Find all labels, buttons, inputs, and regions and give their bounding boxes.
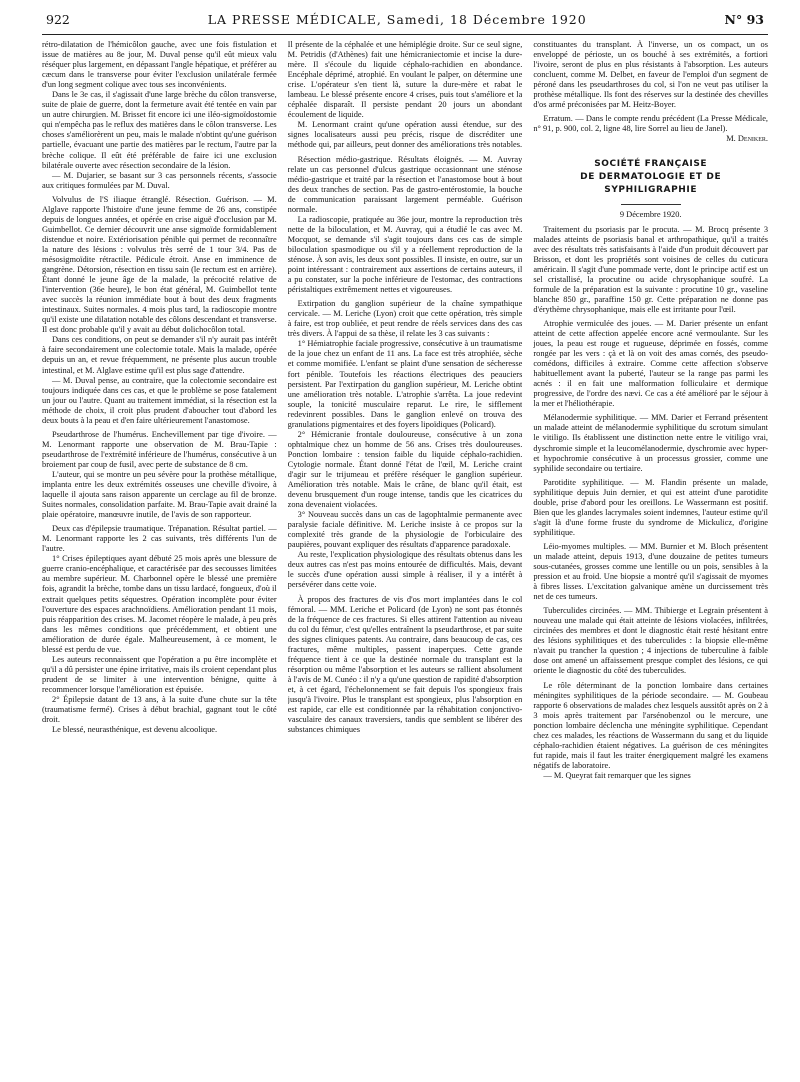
article-paragraph: Parotidite syphilitique. — M. Flandin présente un malade, syphilitique depuis Juin dernier, et qui est atteint d'une parotidite double, prise d'abord pour les oreillons. Le Wassermann est positif. Bien que les glandes lacrymales soient indemnes, l'auteur estime qu'il s'agit là d'une forme fruste du syndrome de Mickulicz, d'origine syphilitique.: [533, 477, 768, 537]
section-divider: [621, 204, 681, 205]
paragraph: constituantes du transplant. À l'inverse, un os compact, un os enveloppé de périoste, un os bouché à ses extrémités, a fortiori l'ivoire, seront de plus en plus résistants à l'absorption. Les auteurs concluent, comme M. Delbet, en faveur de l'emploi d'un segment de péroné dans les pseudarthroses du col, si l'on ne veut pas utiliser la prothèse métallique. Ils font des réserves sur la destinée des chevilles d'os armé préconisées par M. Heitz-Boyer.: [533, 40, 768, 110]
text-columns: [42, 40, 768, 1076]
article-paragraph: Le rôle déterminant de la ponction lombaire dans certaines méningites syphilitiques de la période secondaire. — M. Goubeau rapporte 6 observations de malades chez lesquels aussitôt après on 2 à 3 mois après traitement par l'arsénobenzol ou le mercure, une ponction lombaire déclencha une méningite syphilitique. Cependant chez ces malades, les réactions de Wassermann du sang et du liquide céphalo-rachidien étaient négatives. La guérison de ces méningites fut rapide, mais il faut les traiter énergiquement malgré les examens négatifs de laboratoire.: [533, 680, 768, 770]
article-paragraph: À propos des fractures de vis d'os mort implantées dans le col fémoral. — MM. Leriche et Policard (de Lyon) ne sont pas étonnés de la fréquence de ces fractures. Si elles attirent l'attention au niveau du col du fémur, c'est qu'elles entraînent la pseudarthrose, et par suite des signes cliniques patents. Au contraire, dans beaucoup de cas, ces fractures, même multiples, passent inaperçues. Cette grande fréquence tient à ce que la destinée normale du transplant est la résorption ou même l'absorption et les auteurs se rallient absolument à l'avis de M. Cunéo : il n'y a qu'une question de rapidité d'absorption et, à cet égard, l'échelonnement se fait depuis l'os spongieux frais jusqu'à l'ivoire. Plus le transplant est spongieux, plus l'absorption en est rapide, car elle est conditionnée par la réhabitation conjonctivo-vasculaire des canaux traversiers, tandis que semblent se libérer des substances chimiques: [287, 594, 523, 735]
paragraph: rétro-dilatation de l'hémicôlon gauche, avec une fois fistulation et issue de matières au 8e jour, M. Duval pense qu'il eût mieux valu réséquer plus largement, en dépassant l'angle hépatique, et préférer au cæcum dans le transverse pour éviter l'exclusion unilatérale fermée d'un long segment colique avec tous ses inconvénients.: [42, 40, 277, 90]
column-3: [533, 40, 768, 1076]
paragraph: — M. Dujarier, se basant sur 3 cas personnels récents, s'associe aux critiques formulées par M. Duval.: [42, 170, 277, 190]
paragraph: — M. Duval pense, au contraire, que la colectomie secondaire est toujours indiquée dans ces cas, et que le problème se pose fatalement un jour ou l'autre. Quant au traitement immédiat, si la résection est la méthode de choix, il croit plus prudent d'aboucher tout d'abord les deux bouts à la peau et d'en faire ultérieurement l'anastomose.: [42, 375, 277, 425]
paragraph: 1° Crises épileptiques ayant débuté 25 mois après une blessure de guerre cranio-encéphalique, et caractérisée par des secousses limitées au membre supérieur. M. Charbonnel opère le blessé une première fois, agrandit la brèche, tombe dans un tissu lardacé, fongueux, d'où il extrait quelques petits séquestres. Opération incomplète pour éviter l'ouverture des espaces arachnoïdiens. Amélioration pendant 11 mois, puis réapparition des crises. M. Jacomet réopère le malade, à peu près dans les mêmes conditions que précédemment, et obtient une amélioration de durée égale. Malheureusement, à ce moment, le blessé est perdu de vue.: [42, 554, 277, 654]
paragraph: L'auteur, qui se montre un peu sévère pour la prothèse métallique, implanta entre les deux extrémités osseuses une cheville d'ivoire, à laquelle il ajouta sans raison apparente un cerclage au fil de bronze. Suites normales, consolidation parfaite. M. Brau-Tapie avait drainé la plaie opératoire, manœuvre inutile, de l'avis de son rapporteur.: [42, 469, 277, 520]
author-signature: M. Deniker.: [726, 134, 768, 144]
article-paragraph: Deux cas d'épilepsie traumatique. Trépanation. Résultat partiel. — M. Lenormant rapporte les 2 cas suivants, très différents l'un de l'autre.: [42, 524, 277, 554]
page-number: 922: [46, 12, 70, 27]
issue-number: N° 93: [724, 12, 764, 27]
paragraph: Au reste, l'explication physiologique des résultats obtenus dans les deux autres cas n'est pas moins entourée de difficultés. Mais, devant le succès d'une opération aussi simple à réaliser, il y a intérêt à persévérer dans cette voie.: [287, 550, 523, 590]
paragraph: La radioscopie, pratiquée au 36e jour, montre la reproduction très nette de la biloculation, et M. Auvray, qui a étudié le cas avec M. Mocquot, se demande s'il s'agit toujours dans ces cas de simple biloculation spasmodique ou s'il y a réellement reproduction de la sténose. À son avis, les deux sont possibles. Il insiste, en outre, sur un point intéressant : contrairement aux assertions de certains auteurs, il a pu constater, sur la poche inférieure de l'estomac, des contractions péristaltiques extrêmement nettes et vigoureuses.: [287, 214, 523, 295]
section-title-line-2: DE DERMATOLOGIE ET DE SYPHILIGRAPHIE: [580, 172, 722, 196]
article-paragraph: Mélanodermie syphilitique. — MM. Darier et Ferrand présentent un malade atteint de mélanodermie syphilitique du scrotum simulant le vitiligo. Ils établissent une distinction nette entre le vitiligo vrai, dyschromie simple et la leucomélanodermie, dyschromie avec hyper- et hypochromie consécutive à un processus grossier, comme une syphilide secondaire ou tertiaire.: [533, 413, 768, 473]
paragraph: Dans ces conditions, on peut se demander s'il n'y aurait pas intérêt à faire secondairement une colectomie totale. Mais la malade, opérée depuis un an, et revue fréquemment, ne présente plus aucun trouble intestinal, et M. Alglave estime qu'il est plus sage d'attendre.: [42, 335, 277, 375]
column-1: [42, 40, 277, 1076]
erratum-paragraph: Erratum. — Dans le compte rendu précédent (La Presse Médicale, n° 91, p. 900, col. 2, ligne 48, lire Sorrel au lieu de Janel).: [533, 114, 768, 134]
page-header: [42, 12, 768, 35]
paragraph: 3° Nouveau succès dans un cas de lagophtalmie permanente avec paralysie faciale définitive. M. Leriche insiste à ce propos sur la complexité très grande de la physiologie de l'orbiculaire des paupières, pouvant expliquer des résultats d'apparence paradoxale.: [287, 510, 523, 550]
article-paragraph: Résection médio-gastrique. Résultats éloignés. — M. Auvray relate un cas personnel d'ulcus gastrique occasionnant une sténose médio-gastrique et traité par la résection et l'anastomose bout à bout des deux tranches de section. Pas de gastro-entérostomie, la bouche de communication paraissant largement perméable. Guérison normale.: [287, 154, 523, 214]
journal-title: LA PRESSE MÉDICALE, Samedi, 18 Décembre 1920: [207, 12, 587, 27]
paragraph: 2° Hémicranie frontale douloureuse, consécutive à un zona ophtalmique chez un homme de 56 ans. Crises très douloureuses. Ponction lombaire : tension faible du liquide céphalo-rachidien. Cytologie normale. Étant donné l'état de l'œil, M. Leriche craint d'agir sur le trijumeau et préfère réséquer le ganglion supérieur. Amélioration très notable. Mais le crâne, de blanc qu'il était, est devenu brusquement d'un rouge intense, tandis que les cicatrices du zona devenaient violacées.: [287, 429, 523, 510]
section-heading: [533, 158, 768, 220]
newspaper-page: [42, 12, 768, 1076]
section-title-line-1: SOCIÉTÉ FRANÇAISE: [594, 159, 708, 170]
paragraph: Le blessé, neurasthénique, est devenu alcoolique.: [52, 725, 218, 735]
paragraph: Les auteurs reconnaissent que l'opération a pu être incomplète et qu'il a dû persister une épine irritative, mais ils croient cependant plus prudent de se limiter à une intervention bénigne, quitte à recommencer lorsque l'amélioration est épuisée.: [42, 654, 277, 694]
paragraph: 1° Hémiatrophie faciale progressive, consécutive à un traumatisme de la joue chez un enfant de 11 ans. La face est très atrophiée, sèche et comme momifiée. L'enfant se plaint d'une sensation de sécheresse fort pénible. Toutefois les réactions électriques des peauciers persistent. Par l'extirpation du ganglion supérieur, M. Leriche obtint une amélioration très notable. L'atrophie s'arrêta. La joue redevint souple, la tonicité musculaire reparut. Le rire, le sifflement redevinrent possibles. Dans le ganglion enlevé on trouva des granulations pigmentaires et des foyers lipoïdiques (Policard).: [287, 339, 523, 429]
article-paragraph: Tuberculides circinées. — MM. Thibierge et Legrain présentent à nouveau une malade qui était atteinte de lésions violacées, infiltrées, circinées des membres et dont le diagnostic était resté hésitant entre des lésions syphilitiques et des tuberculides : la biopsie elle-même n'avait pu trancher la question ; 4 injections de tuberculine à faible dose ont amené un affaissement presque complet des lésions, ce qui oriente le diagnostic du côté des tuberculides.: [533, 606, 768, 676]
article-paragraph: Pseudarthrose de l'humérus. Enchevillement par tige d'ivoire. — M. Lenormant rapporte une observation de M. Brau-Tapie : pseudarthrose de l'extrémité inférieure de l'humérus, consécutive à un broiement par coup de fusil, avec perte de substance de 8 cm.: [42, 429, 277, 469]
article-paragraph: Atrophie vermiculée des joues. — M. Darier présente un enfant atteint de cette affection appelée encore acné vermoulante. Sur les joues, la peau est rouge et rugueuse, déprimée en fossés, comme rongée par les vers : çà et là on voit des amas cornés, des pseudo-comédons, difficiles à extraire. Comme cette affection s'observe habituellement avant la puberté, l'auteur se la range pas parmi les acnés : il en fait une malformation folliculaire et dermique progressive, de l'ordre des nævi. Ce cas a été amélioré par le séjour à la mer et l'héliothérapie.: [533, 318, 768, 409]
paragraph: Il présente de la céphalée et une hémiplégie droite. Sur ce seul signe, M. Petridis (d'Athènes) fait une hémicraniectomie et incise la dure-mère. Il s'écoule du liquide céphalo-rachidien en abondance. Encéphale déprimé, atrophié. En voulant le palper, on détermine une crise. L'opérateur s'en tient là, suture la dure-mère et rabat le lambeau. Le blessé présente encore 4 crises, puis tout s'améliore et la céphalée disparaît. Il persiste pendant 20 jours un abondant écoulement de liquide.: [287, 40, 523, 120]
paragraph: Dans le 3e cas, il s'agissait d'une large brèche du côlon transverse, suite de plaie de guerre, dont la fermeture avait été tentée en vain par un autre chirurgien. M. Brisset fit encore ici une iléo-sigmoïdostomie qui n'empêcha pas le reflux des matières dans le côlon transverse. Les choses s'améliorèrent un peu, mais le malade n'obtint qu'une guérison partielle, évacuant une partie des matières par le rectum, l'autre par la brèche colique. Il eût été préférable de faire ici une exclusion bilatérale ouverte avec résection secondaire de la lésion.: [42, 90, 277, 170]
paragraph: — M. Queyrat fait remarquer que les signes: [543, 770, 691, 780]
article-paragraph: Volvulus de l'S iliaque étranglé. Résection. Guérison. — M. Alglave rapporte l'histoire d'une jeune femme de 26 ans, constipée depuis de longues années, et opérée en crise aiguë d'occlusion par M. Guimbellot. Ce dernier découvrit une anse sigmoïde formidablement distendue et noire. Extériorisation pénible qui permet de reconnaître la nature des lésions : volvulus très serré de 1 tour 3/4. Pas de mésosigmoïdite rétractile. Pédicule étroit. Anse en imminence de gangrène. Détorsion, résection en tissu sain (le rectum est en arrière). Étant donné le jeune âge de la malade, la précocité relative de l'intervention (36e heure), le bon état général, M. Guimbellot tente avec succès la réunion immédiate bout à bout des deux fragments intestinaux. Suites normales. 4 mois plus tard, la radioscopie montre qu'il existe une dilatation notable des côlons descendant et transverse. Il est donc probable qu'il y avait au début dolichocôlon total.: [42, 194, 277, 335]
paragraph: 2° Épilepsie datant de 13 ans, à la suite d'une chute sur la tête (traumatisme fermé). Crises à début brachial, gagnant tout le côté droit.: [42, 695, 277, 725]
paragraph: M. Lenormant craint qu'une opération aussi étendue, sur des signes localisateurs aussi peu précis, risque de discréditer une méthode qui, par ailleurs, peut donner des améliorations très notables.: [287, 120, 523, 150]
article-paragraph: Extirpation du ganglion supérieur de la chaîne sympathique cervicale. — M. Leriche (Lyon) croit que cette opération, très simple à faire, est trop oubliée, et peut rendre de réels services dans des cas très divers. À l'appui de sa thèse, il relate les 3 cas suivants :: [287, 299, 523, 339]
article-paragraph: Léio-myomes multiples. — MM. Burnier et M. Bloch présentent un malade atteint, depuis 1913, d'une douzaine de petites tumeurs sous-cutanées, grosses comme une lentille ou un pois, sensibles à la pression et au froid. Une biopsie a montré qu'il s'agissait de myomes à fibres lisses. L'excitation galvanique amène un durcissement très net de ces tumeurs.: [533, 541, 768, 602]
section-date: 9 Décembre 1920.: [619, 210, 682, 220]
column-2: [288, 40, 523, 1076]
article-paragraph: Traitement du psoriasis par le procuta. — M. Brocq présente 3 malades atteints de psoriasis banal et arthropathique, qu'il a traités avec des résultats très satisfaisants à l'aide d'un produit découvert par Brisson, et dont les propriétés sont voisines de celles du cuticura américain. Il s'agit d'une pommade verte, dont le principe actif est un sel cristallisé, la procutine ou acide chrysophanique soufré. La formule de la préparation est la suivante : procutine 10 gr., vaseline blanche 850 gr., paraffine 150 gr. Cette préparation ne donne pas d'érythème chrysophanique, mais elle est irritante pour l'œil.: [533, 224, 768, 314]
